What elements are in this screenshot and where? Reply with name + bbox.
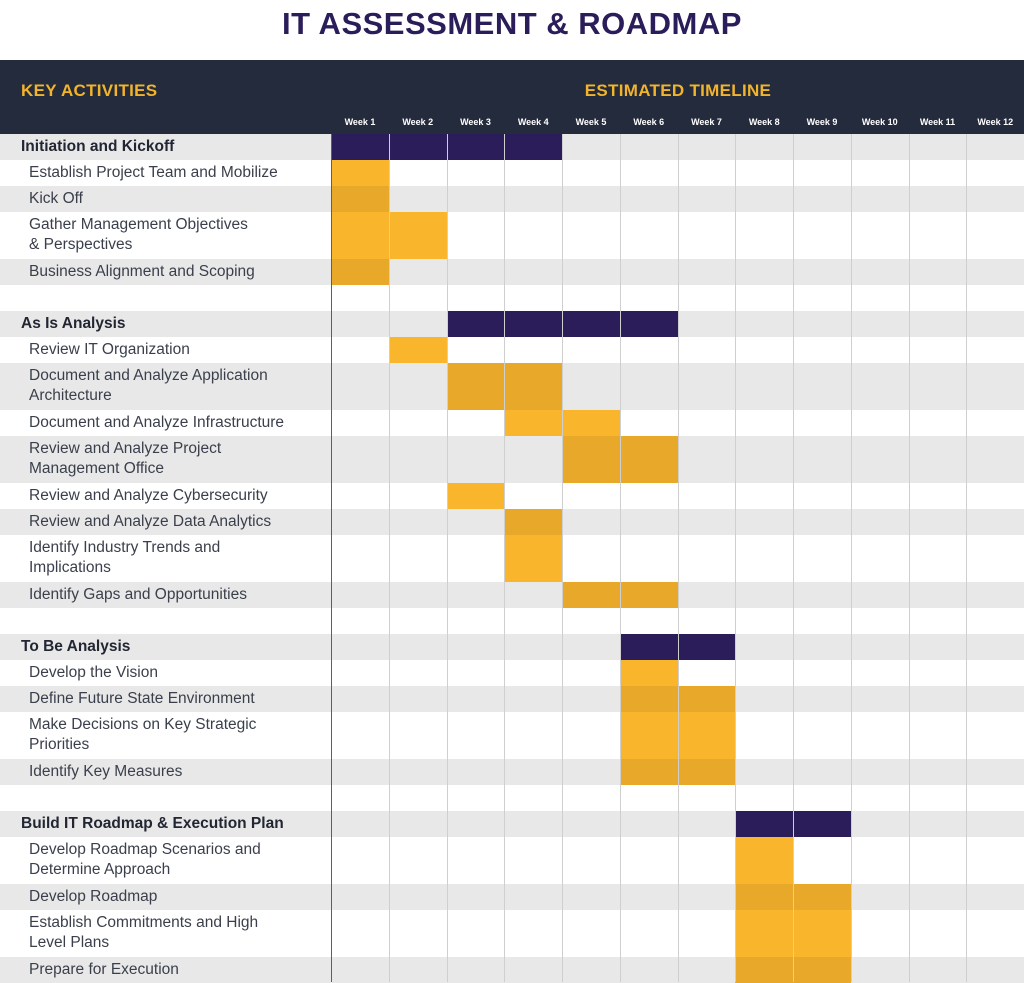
task-label: Prepare for Execution	[29, 961, 179, 978]
gantt-body	[0, 134, 1024, 982]
phase-label: Build IT Roadmap & Execution Plan	[21, 815, 284, 832]
task-row	[0, 212, 1024, 259]
week-label: Week 6	[633, 117, 665, 127]
task-row	[0, 686, 1024, 712]
task-label: Identify Industry Trends and Implications	[29, 539, 221, 576]
week-label: Week 5	[575, 117, 607, 127]
task-row	[0, 436, 1024, 483]
task-label: Gather Management Objectives & Perspectives	[29, 216, 248, 253]
task-row	[0, 884, 1024, 910]
task-label: Review and Analyze Project Management Office	[29, 440, 222, 477]
grid-line	[620, 134, 621, 982]
task-row	[0, 957, 1024, 983]
grid-line	[389, 134, 390, 982]
task-row	[0, 259, 1024, 285]
task-label: Identify Gaps and Opportunities	[29, 586, 247, 603]
task-row	[0, 837, 1024, 884]
task-label: Develop Roadmap Scenarios and Determine Approach	[29, 841, 261, 878]
task-bar	[331, 160, 389, 186]
task-row	[0, 910, 1024, 957]
week-label: Week 7	[691, 117, 722, 127]
task-row	[0, 759, 1024, 785]
task-label: Review IT Organization	[29, 341, 190, 358]
week-label: Week 11	[919, 117, 956, 127]
task-row	[0, 410, 1024, 436]
week-label: Week 9	[806, 117, 838, 127]
task-row	[0, 509, 1024, 535]
grid-line	[909, 134, 910, 982]
task-label: Establish Project Team and Mobilize	[29, 164, 278, 181]
task-row	[0, 186, 1024, 212]
week-label: Week 3	[460, 117, 491, 127]
task-row	[0, 160, 1024, 186]
task-row	[0, 337, 1024, 363]
task-label: Review and Analyze Cybersecurity	[29, 487, 268, 504]
grid-line	[447, 134, 448, 982]
task-bar	[331, 259, 389, 285]
task-bar	[504, 535, 562, 582]
task-row	[0, 582, 1024, 608]
chart-title: IT ASSESSMENT & ROADMAP	[282, 6, 742, 41]
grid-line	[331, 134, 332, 982]
phase-label: As Is Analysis	[21, 315, 126, 332]
table-header	[0, 60, 1024, 134]
week-label: Week 8	[748, 117, 780, 127]
task-bar	[620, 660, 678, 686]
grid-line	[966, 134, 967, 982]
phase-row	[0, 311, 1024, 337]
phase-row	[0, 634, 1024, 660]
task-label: Make Decisions on Key Strategic Priorities	[29, 716, 257, 753]
task-label: Document and Analyze Infrastructure	[29, 414, 285, 431]
week-label: Week 4	[517, 117, 549, 127]
task-label: Develop Roadmap	[29, 888, 158, 905]
task-row	[0, 535, 1024, 582]
phase-label: To Be Analysis	[21, 638, 131, 655]
task-label: Develop the Vision	[29, 664, 158, 681]
task-bar	[735, 837, 793, 884]
grid-line	[678, 134, 679, 982]
task-label: Identify Key Measures	[29, 763, 183, 780]
grid-line	[793, 134, 794, 982]
spacer-row	[0, 785, 1024, 811]
task-row	[0, 712, 1024, 759]
task-row	[0, 483, 1024, 509]
key-activities-heading: KEY ACTIVITIES	[21, 81, 158, 100]
task-bar	[389, 337, 447, 363]
task-row	[0, 363, 1024, 410]
week-label: Week 1	[344, 117, 376, 127]
spacer-row	[0, 608, 1024, 634]
phase-row	[0, 811, 1024, 837]
phase-row	[0, 134, 1024, 160]
grid-line	[504, 134, 505, 982]
task-label: Document and Analyze Application Architecture	[29, 367, 268, 404]
task-bar	[331, 186, 389, 212]
grid-line	[851, 134, 852, 982]
task-label: Review and Analyze Data Analytics	[29, 513, 272, 530]
spacer-row	[0, 285, 1024, 311]
task-label: Define Future State Environment	[29, 690, 255, 707]
task-label: Establish Commitments and High Level Plans	[29, 914, 259, 951]
grid-line	[735, 134, 736, 982]
task-label: Kick Off	[29, 190, 83, 207]
grid-line	[562, 134, 563, 982]
week-label: Week 10	[861, 117, 898, 127]
task-bar	[447, 483, 505, 509]
task-label: Business Alignment and Scoping	[29, 263, 255, 280]
week-label: Week 12	[977, 117, 1014, 127]
task-bar	[504, 509, 562, 535]
week-label: Week 2	[402, 117, 434, 127]
task-row	[0, 660, 1024, 686]
phase-label: Initiation and Kickoff	[21, 138, 175, 155]
estimated-timeline-heading: ESTIMATED TIMELINE	[584, 81, 772, 100]
